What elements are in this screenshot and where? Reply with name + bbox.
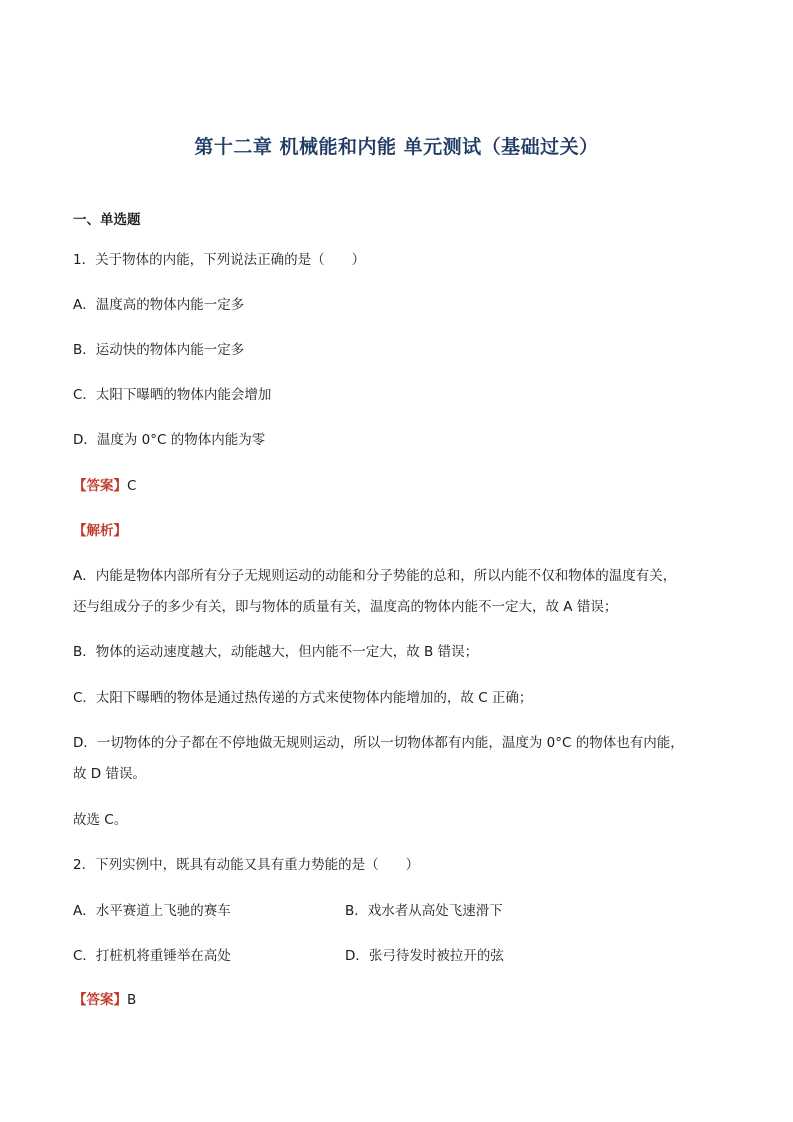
q2-answer	[73, 990, 136, 1010]
q1-analysis-c: C．太阳下曝晒的物体是通过热传递的方式来使物体内能增加的，故 C 正确；	[73, 690, 533, 706]
q1-analysis-a-line2: 还与组成分子的多少有关，即与物体的质量有关，温度高的物体内能不一定大，故 A 错误；	[73, 599, 618, 615]
q1-answer-value: C	[127, 478, 137, 494]
q1-option-d: D．温度为 0°C 的物体内能为零	[73, 432, 266, 448]
q1-analysis-a-line1: A．内能是物体内部所有分子无规则运动的动能和分子势能的总和，所以内能不仅和物体的温度有关，	[73, 568, 677, 584]
q1-option-b: B．运动快的物体内能一定多	[73, 342, 245, 358]
q1-analysis-b: B．物体的运动速度越大，动能越大，但内能不一定大，故 B 错误；	[73, 644, 479, 660]
q1-analysis-d-line2: 故 D 错误。	[73, 766, 146, 782]
q2-option-d: D．张弓待发时被拉开的弦	[345, 948, 504, 964]
q1-conclusion: 故选 C。	[73, 812, 128, 828]
q1-stem: 1．关于物体的内能，下列说法正确的是（ ）	[73, 252, 366, 268]
q1-analysis-d-line1: D．一切物体的分子都在不停地做无规则运动，所以一切物体都有内能，温度为 0°C 的物体也有内能，	[73, 735, 684, 751]
q1-option-a: A．温度高的物体内能一定多	[73, 297, 245, 313]
q1-answer-tag: 【答案】	[73, 478, 127, 494]
q2-option-a: A．水平赛道上飞驰的赛车	[73, 903, 231, 919]
q2-option-c: C．打桩机将重锤举在高处	[73, 948, 231, 964]
document-title: 第十二章 机械能和内能 单元测试（基础过关）	[194, 136, 599, 158]
q2-stem: 2．下列实例中，既具有动能又具有重力势能的是（ ）	[73, 857, 420, 873]
q2-option-b: B．戏水者从高处飞速滑下	[345, 903, 503, 919]
q2-answer-value: B	[127, 992, 137, 1008]
q1-analysis-tag: 【解析】	[73, 523, 127, 539]
q1-option-c: C．太阳下曝晒的物体内能会增加	[73, 387, 272, 403]
q1-answer	[73, 476, 136, 496]
q2-answer-tag: 【答案】	[73, 992, 127, 1008]
q1-analysis	[73, 521, 127, 541]
section-heading: 一、单选题	[73, 212, 141, 228]
